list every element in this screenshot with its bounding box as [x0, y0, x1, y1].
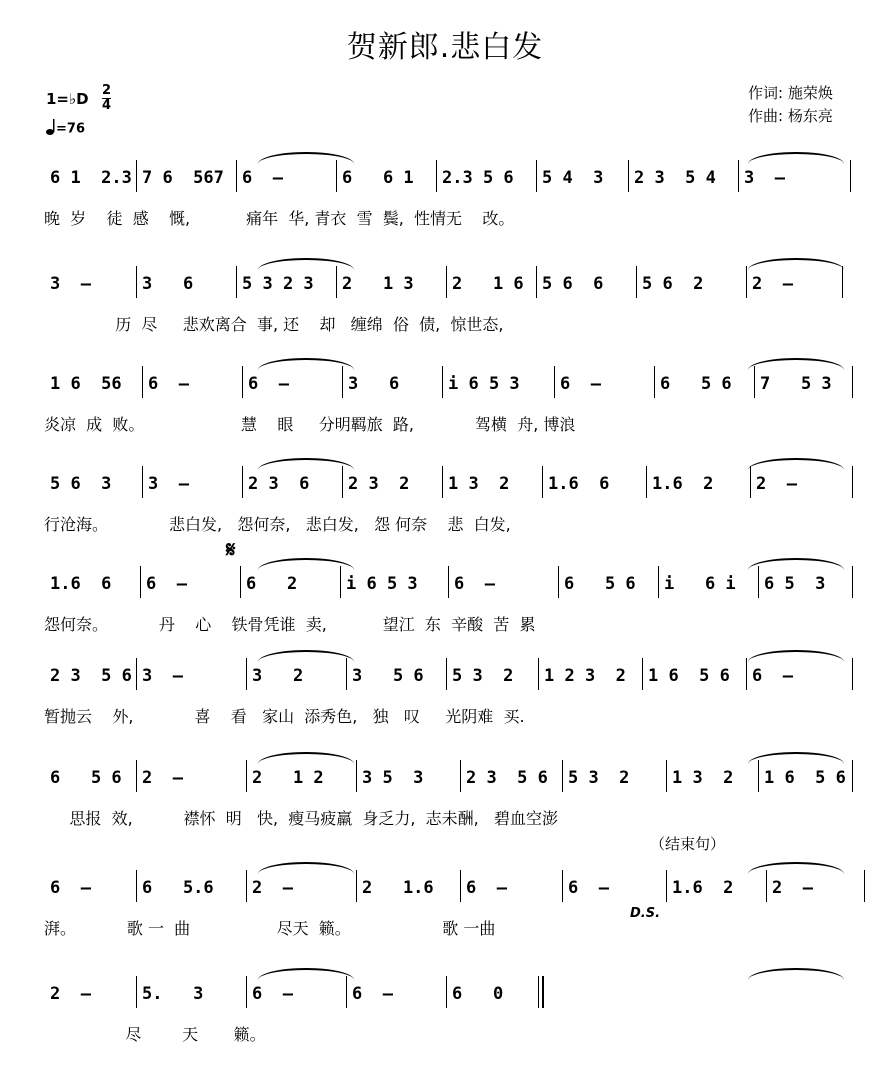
barline [242, 466, 243, 498]
barline [448, 566, 449, 598]
measure: 6 – [752, 666, 793, 686]
slur [748, 558, 844, 570]
barline [738, 160, 739, 192]
notation-row [48, 650, 858, 692]
measure: 2 3 5 6 [50, 666, 132, 686]
measure: 6 – [50, 878, 91, 898]
barline [654, 366, 655, 398]
barline [636, 266, 637, 298]
notation-row [48, 862, 858, 904]
measure: 6 – [352, 984, 393, 1004]
measure: 2 3 6 [248, 474, 310, 494]
barline [240, 566, 241, 598]
barline [746, 658, 747, 690]
slur [258, 558, 354, 570]
barline [246, 870, 247, 902]
music-system [0, 258, 890, 368]
measure: 5 6 6 [542, 274, 604, 294]
measure: i 6 5 3 [448, 374, 520, 394]
measure: 5 6 3 [50, 474, 112, 494]
barline [136, 760, 137, 792]
barline [356, 760, 357, 792]
measure: 2.3 5 6 [442, 168, 514, 188]
barline [666, 760, 667, 792]
measure: i 6 i [664, 574, 736, 594]
notation-row [48, 558, 858, 600]
measure: 2 – [772, 878, 813, 898]
barline [536, 266, 537, 298]
notation-row [48, 752, 858, 794]
barline [538, 976, 539, 1008]
measure: 5 4 3 [542, 168, 604, 188]
lyric-row: 晚 岁 徒 感 慨, 痛年 华, 青衣 雪 鬓, 性情无 改。 [44, 209, 515, 228]
barline [136, 870, 137, 902]
measure: 2 3 2 [348, 474, 410, 494]
notation-row [48, 258, 858, 300]
barline [842, 266, 843, 298]
measure: 1.6 2 [672, 878, 734, 898]
barline [460, 870, 461, 902]
slur [258, 968, 354, 980]
slur [748, 458, 844, 470]
music-system [0, 862, 890, 972]
composer-credit: 作曲: 杨东亮 [748, 107, 833, 125]
measure: 3 5 3 [362, 768, 424, 788]
music-system [0, 968, 890, 1078]
barline [446, 658, 447, 690]
notation-row [48, 152, 858, 194]
measure: 6 – [242, 168, 283, 188]
barline [536, 160, 537, 192]
barline [746, 266, 747, 298]
measure: 6 5.6 [142, 878, 214, 898]
measure: i 6 5 3 [346, 574, 418, 594]
notation-row [48, 358, 858, 400]
barline [666, 870, 667, 902]
measure: 6 – [148, 374, 189, 394]
key-signature: 1=♭D [46, 90, 89, 108]
barline [342, 366, 343, 398]
time-top: 2 [102, 83, 112, 98]
barline [850, 160, 851, 192]
measure: 6 6 1 [342, 168, 414, 188]
measure: 1 6 56 [50, 374, 122, 394]
slur [258, 458, 354, 470]
barline [658, 566, 659, 598]
lyric-row: 炎凉 成 败。 慧 眼 分明羁旅 路, 驾横 舟, 博浪 [44, 415, 576, 434]
slur [258, 752, 354, 764]
measure: 5. 3 [142, 984, 204, 1004]
lyric-row: 怨何奈。 丹 心 铁骨凭谁 卖, 望江 东 辛酸 苦 累 [44, 615, 536, 634]
measure: 2 – [50, 984, 91, 1004]
barline [236, 266, 237, 298]
barline [852, 658, 853, 690]
measure: 2 – [252, 878, 293, 898]
slur [748, 258, 844, 270]
barline [246, 976, 247, 1008]
credits [748, 82, 833, 128]
barline [642, 658, 643, 690]
measure: 2 1 6 [452, 274, 524, 294]
measure: 3 – [142, 666, 183, 686]
notation-row [48, 458, 858, 500]
barline [136, 658, 137, 690]
barline [246, 658, 247, 690]
barline [136, 266, 137, 298]
slur [258, 358, 354, 370]
measure: 6 5 6 [50, 768, 122, 788]
measure: 6 0 [452, 984, 504, 1004]
barline [754, 366, 755, 398]
slur [748, 358, 844, 370]
measure: 3 2 [252, 666, 304, 686]
slur [748, 752, 844, 764]
barline [852, 466, 853, 498]
ds-marking: D.S. [630, 906, 661, 921]
measure: 6 5 6 [660, 374, 732, 394]
barline [766, 870, 767, 902]
music-system [0, 458, 890, 568]
slur [258, 152, 354, 164]
measure: 2 1 2 [252, 768, 324, 788]
measure: 1.6 6 [548, 474, 610, 494]
measure: 1.6 2 [652, 474, 714, 494]
barline [852, 760, 853, 792]
page-title: 贺新郎.悲白发 [346, 30, 544, 65]
measure: 3 – [50, 274, 91, 294]
measure: 5 3 2 3 [242, 274, 314, 294]
barline [340, 566, 341, 598]
time-bottom: 4 [102, 98, 112, 113]
measure: 3 – [148, 474, 189, 494]
final-barline [542, 976, 544, 1008]
measure: 2 – [756, 474, 797, 494]
measure: 2 1.6 [362, 878, 434, 898]
measure: 1 3 2 [672, 768, 734, 788]
barline [346, 658, 347, 690]
barline [442, 466, 443, 498]
barline [758, 566, 759, 598]
music-system [0, 752, 890, 862]
measure: 5 3 2 [452, 666, 514, 686]
lyric-row: 行沧海。 悲白发, 怨何奈, 悲白发, 怨 何奈 悲 白发, [44, 515, 511, 534]
measure: 6 – [248, 374, 289, 394]
barline [346, 976, 347, 1008]
barline [628, 160, 629, 192]
barline [136, 976, 137, 1008]
slur [258, 258, 354, 270]
measure: 1 6 5 6 [648, 666, 730, 686]
barline [750, 466, 751, 498]
music-system [0, 650, 890, 760]
barline [336, 160, 337, 192]
measure: 3 6 [348, 374, 400, 394]
barline [142, 466, 143, 498]
measure: 1 2 3 2 [544, 666, 626, 686]
music-system [0, 152, 890, 262]
segno-icon: 𝄋 [226, 538, 236, 563]
barline [442, 366, 443, 398]
barline [436, 160, 437, 192]
barline [562, 870, 563, 902]
barline [562, 760, 563, 792]
barline [864, 870, 865, 902]
measure: 3 5 6 [352, 666, 424, 686]
barline [758, 760, 759, 792]
barline [852, 566, 853, 598]
barline [242, 366, 243, 398]
barline [460, 760, 461, 792]
measure: 1 3 2 [448, 474, 510, 494]
barline [140, 566, 141, 598]
measure: 6 5 6 [564, 574, 636, 594]
barline [342, 466, 343, 498]
notation-row [48, 968, 858, 1010]
barline [646, 466, 647, 498]
barline [246, 760, 247, 792]
barline [356, 870, 357, 902]
slur [258, 650, 354, 662]
measure: 2 3 5 4 [634, 168, 716, 188]
measure: 6 – [454, 574, 495, 594]
lyric-row: 尽 天 籁。 [44, 1025, 266, 1044]
barline [142, 366, 143, 398]
measure: 6 – [466, 878, 507, 898]
measure: 5 6 2 [642, 274, 704, 294]
measure: 6 – [560, 374, 601, 394]
barline [136, 160, 137, 192]
barline [446, 266, 447, 298]
barline [542, 466, 543, 498]
lyric-row: 暂抛云 外, 喜 看 家山 添秀色, 独 叹 光阴难 买. [44, 707, 525, 726]
measure: 1 6 5 6 [764, 768, 846, 788]
music-system [0, 358, 890, 468]
measure: 6 – [252, 984, 293, 1004]
barline [558, 566, 559, 598]
lyricist-credit: 作词: 施荣焕 [748, 84, 833, 102]
measure: 6 – [146, 574, 187, 594]
barline [336, 266, 337, 298]
ending-note: （结束句） [650, 835, 726, 853]
barline [236, 160, 237, 192]
measure: 2 – [752, 274, 793, 294]
measure: 6 – [568, 878, 609, 898]
measure: 3 6 [142, 274, 194, 294]
measure: 6 5 3 [764, 574, 826, 594]
quarter-note-icon [46, 118, 56, 140]
lyric-row: 思报 效, 襟怀 明 快, 瘦马疲羸 身乏力, 志未酬, 碧血空澎 [44, 809, 559, 828]
barline [538, 658, 539, 690]
time-signature [102, 84, 111, 113]
measure: 2 1 3 [342, 274, 414, 294]
lyric-row: 历 尽 悲欢离合 事, 还 却 缠绵 俗 债, 惊世态, [44, 315, 504, 334]
measure: 6 1 2.3 [50, 168, 132, 188]
slur [258, 862, 354, 874]
barline [554, 366, 555, 398]
tempo-marking [46, 118, 85, 140]
measure: 5 3 2 [568, 768, 630, 788]
measure: 7 5 3 [760, 374, 832, 394]
measure: 6 2 [246, 574, 298, 594]
measure: 7 6 567 [142, 168, 224, 188]
measure: 3 – [744, 168, 785, 188]
slur [748, 650, 844, 662]
barline [852, 366, 853, 398]
measure: 1.6 6 [50, 574, 112, 594]
barline [446, 976, 447, 1008]
measure: 2 – [142, 768, 183, 788]
measure: 2 3 5 6 [466, 768, 548, 788]
slur [748, 862, 844, 874]
tempo-value: =76 [56, 121, 85, 137]
slur [748, 152, 844, 164]
lyric-row: 湃。 歌 一 曲 尽天 籁。 歌 一曲 [44, 919, 496, 938]
slur [748, 968, 844, 980]
